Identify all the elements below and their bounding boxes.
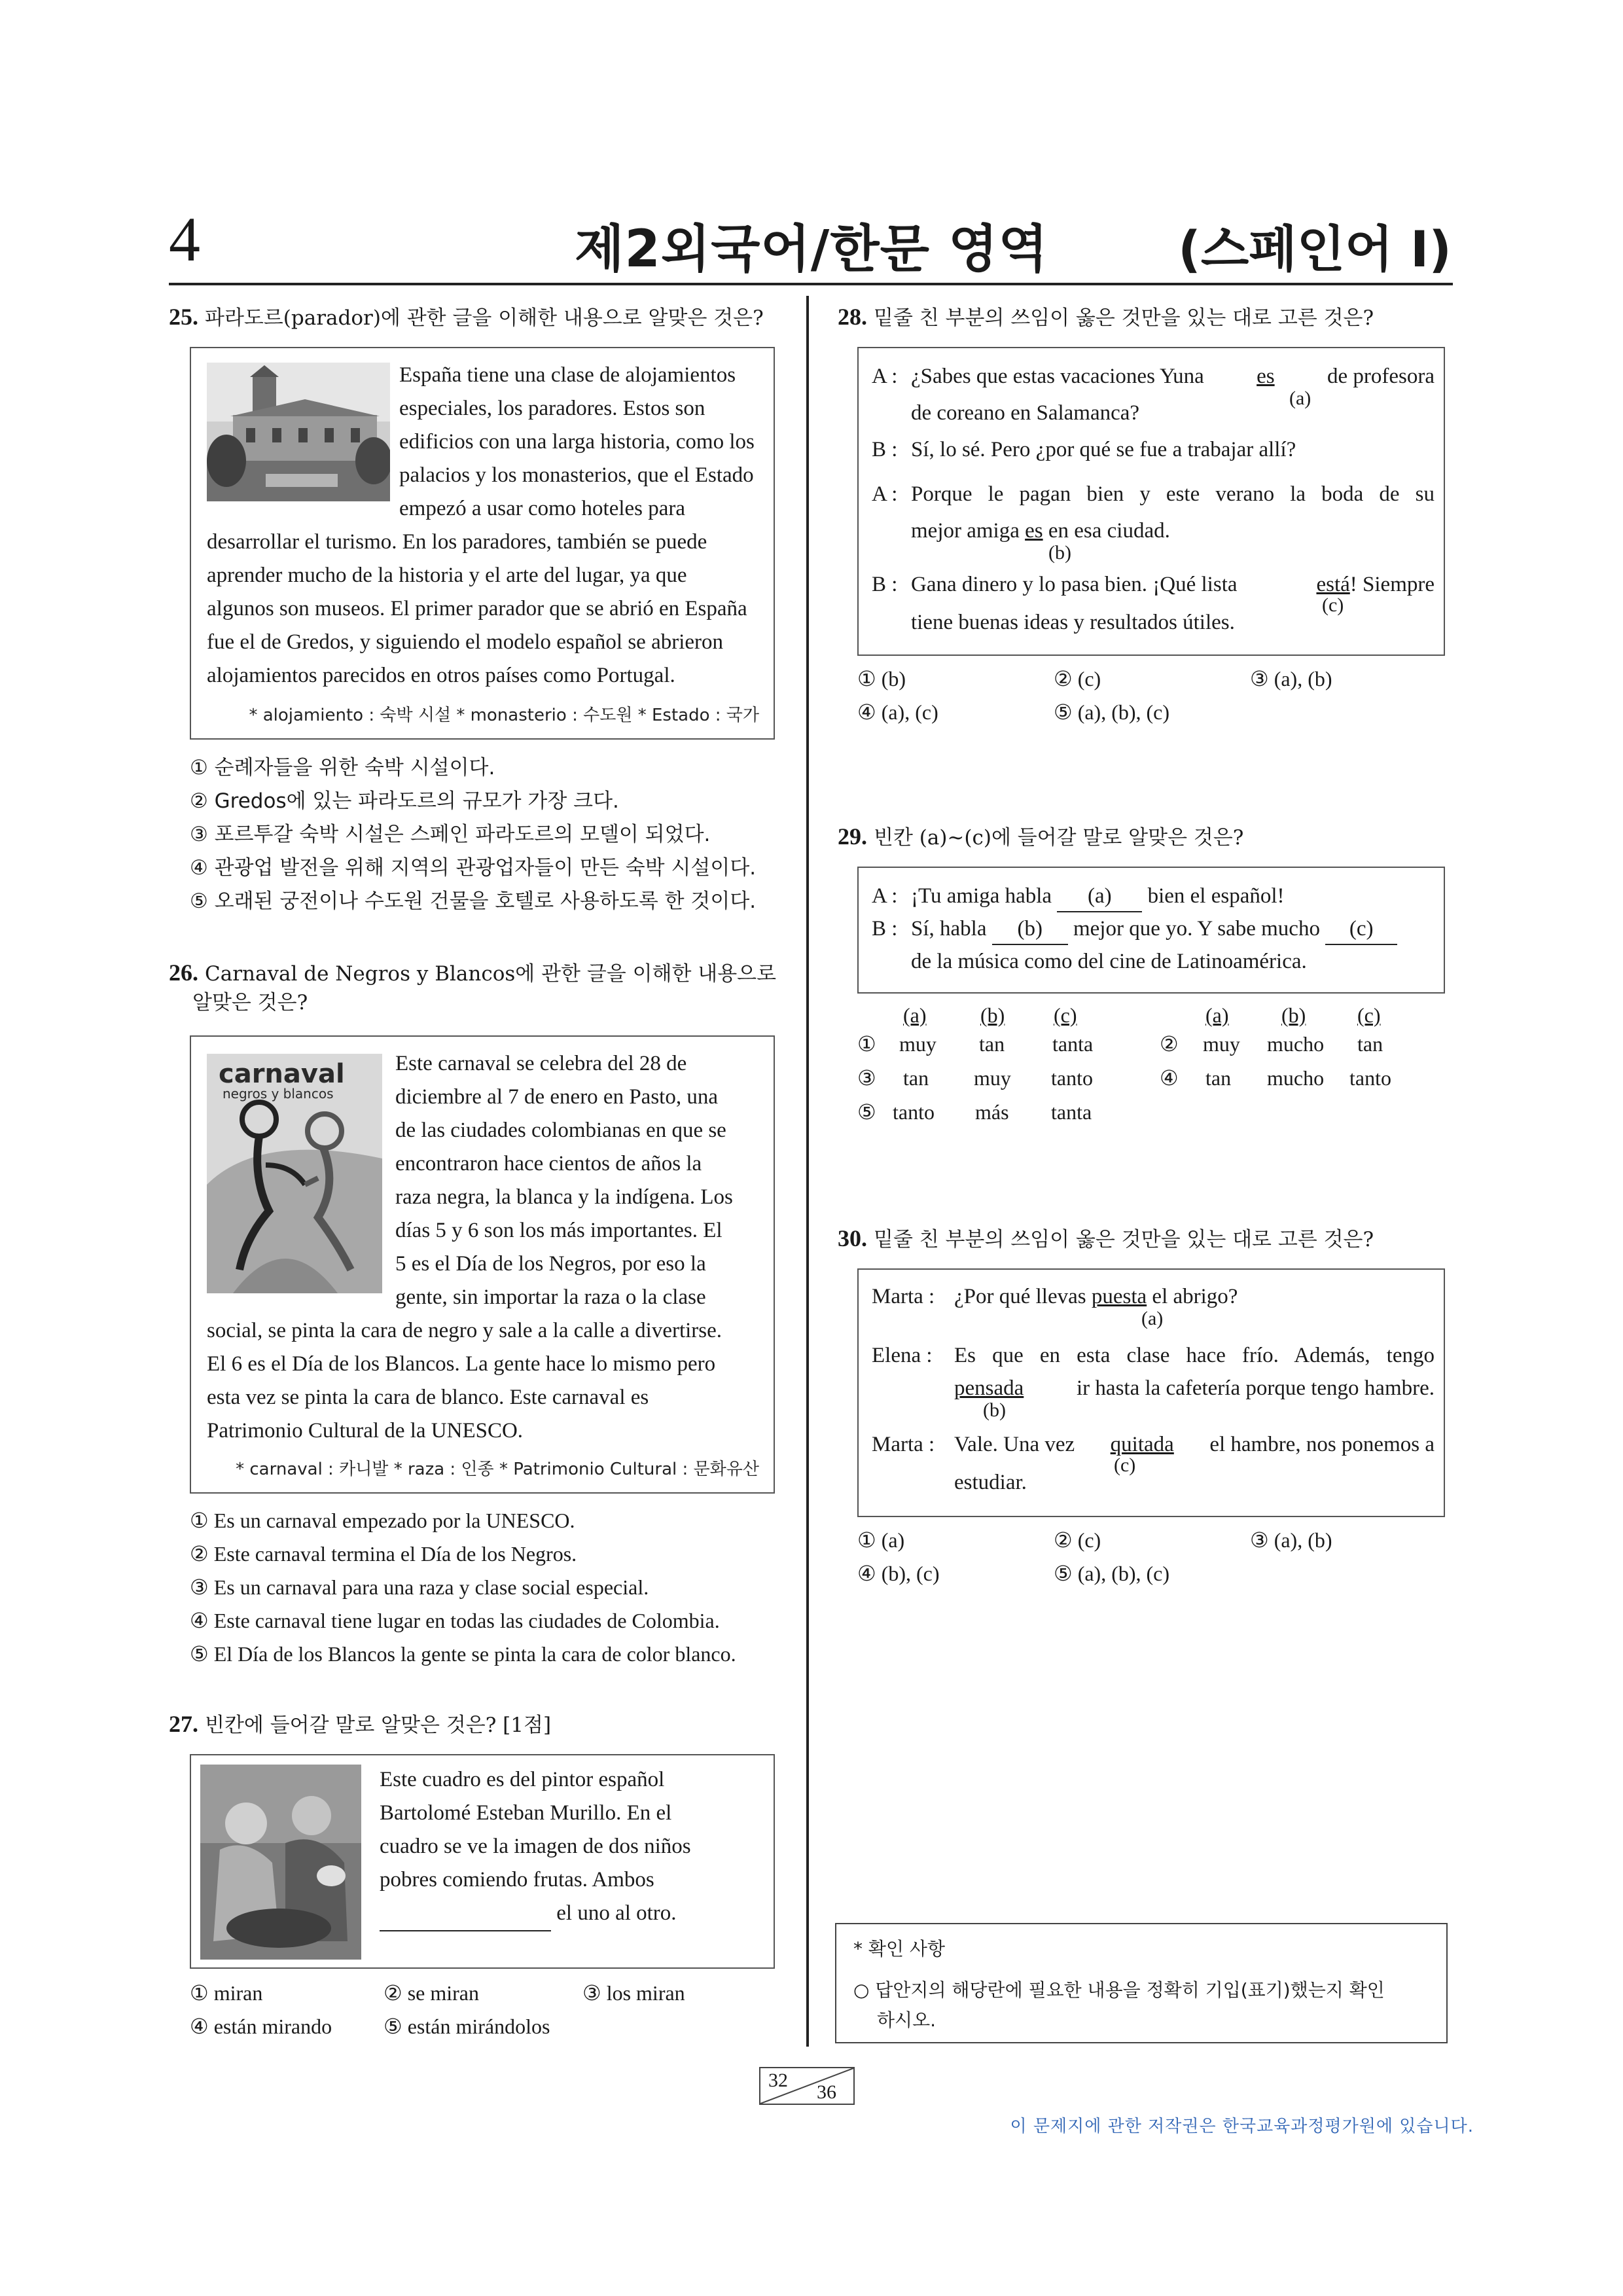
passage-line: palacios y los monasterios, que el Estado bbox=[399, 463, 754, 487]
q27-number: 27. bbox=[169, 1711, 198, 1737]
text: Vale. Una vez bbox=[954, 1433, 1075, 1456]
q28-line-3: Sí, lo sé. Pero ¿por qué se fue a trabajar allí? bbox=[911, 438, 1296, 461]
notice-box bbox=[835, 1923, 1448, 2043]
q27-passage-box bbox=[190, 1754, 775, 1969]
blank-a: (a) bbox=[1057, 881, 1142, 912]
table-cell: tan bbox=[979, 1032, 1005, 1056]
passage-line: el uno al otro. bbox=[556, 1901, 677, 1925]
q30-options bbox=[857, 1524, 1446, 1590]
text: Gana dinero y lo pasa bien. ¡Qué lista bbox=[911, 573, 1238, 596]
q26-prompt: Carnaval de Negros y Blancos에 관한 글을 이해한 내용으로 bbox=[205, 962, 777, 986]
q28-dialogue bbox=[872, 361, 1435, 649]
q25-option-1[interactable]: ① 순례자들을 위한 숙박 시설이다. bbox=[190, 756, 495, 780]
col-header-c: (c) bbox=[1054, 1003, 1077, 1027]
table-cell: tanta bbox=[1051, 1100, 1092, 1124]
page-counter bbox=[759, 2067, 855, 2105]
q29-number: 29. bbox=[838, 823, 867, 850]
current-page: 32 bbox=[768, 2070, 788, 2091]
q26-prompt-cont: 알맞은 것은? bbox=[192, 991, 308, 1014]
passage-line: esta vez se pinta la cara de blanco. Este carnaval es bbox=[207, 1386, 649, 1409]
q30-number: 30. bbox=[838, 1225, 867, 1251]
passage-line: cuadro se ve la imagen de dos niños bbox=[380, 1835, 691, 1858]
q27-option-1[interactable]: ① miran bbox=[190, 1981, 263, 2005]
table-cell: más bbox=[975, 1100, 1009, 1124]
page-number: 4 bbox=[169, 204, 200, 274]
q29-prompt: 빈칸 (a)~(c)에 들어갈 말로 알맞은 것은? bbox=[874, 826, 1244, 850]
poster-title: carnaval bbox=[219, 1059, 345, 1089]
q28-line-4: Porque le pagan bien y este verano la boda de su bbox=[911, 482, 1435, 506]
text: bien el español! bbox=[1147, 884, 1285, 908]
q28-option-3[interactable]: ③ (a), (b) bbox=[1250, 667, 1332, 691]
q27-prompt: 빈칸에 들어갈 말로 알맞은 것은? [1점] bbox=[205, 1713, 552, 1737]
copyright-notice: 이 문제지에 관한 저작권은 한국교육과정평가원에 있습니다. bbox=[1010, 2117, 1474, 2136]
q30-line-5: estudiar. bbox=[954, 1471, 1027, 1494]
underlined-b: es bbox=[1025, 519, 1043, 543]
notice-line-1: ○ 답안지의 해당란에 필요한 내용을 정확히 기입(표기)했는지 확인 bbox=[853, 1979, 1385, 2001]
q28-options bbox=[857, 662, 1446, 729]
total-pages: 36 bbox=[817, 2081, 836, 2103]
speaker-b: B : bbox=[872, 438, 898, 461]
q30-dialogue-box bbox=[857, 1268, 1445, 1517]
text: el hambre, nos ponemos a bbox=[1209, 1433, 1435, 1456]
notice-line-2: 하시오. bbox=[877, 2009, 936, 2031]
tag-a: (a) bbox=[1141, 1308, 1164, 1329]
q25-option-5[interactable]: ⑤ 오래된 궁전이나 수도원 건물을 호텔로 사용하도록 한 것이다. bbox=[190, 889, 757, 913]
table-cell: tan bbox=[1357, 1032, 1383, 1056]
header-rule bbox=[169, 283, 1453, 285]
passage-line: días 5 y 6 son los más importantes. El bbox=[395, 1219, 722, 1242]
q26-options bbox=[190, 1504, 798, 1671]
underlined-c: quitada bbox=[1110, 1433, 1174, 1456]
col-header-a: (a) bbox=[1205, 1003, 1229, 1027]
column-divider bbox=[806, 296, 809, 2047]
text: en esa ciudad. bbox=[1048, 519, 1170, 543]
notice-title: * 확인 사항 bbox=[853, 1938, 945, 1960]
q30-option-1[interactable]: ① (a) bbox=[857, 1528, 905, 1552]
q28-line-5 bbox=[911, 516, 1170, 546]
passage-line: de las ciudades colombianas en que se bbox=[395, 1119, 726, 1142]
q30-heading bbox=[838, 1224, 1374, 1254]
passage-line: raza negra, la blanca y la indígena. Los bbox=[395, 1185, 733, 1209]
q26-option-1[interactable]: ① Es un carnaval empezado por la UNESCO. bbox=[190, 1509, 575, 1532]
table-cell: mucho bbox=[1267, 1032, 1325, 1056]
q30-line-2: Es que en esta clase hace frío. Además, tengo bbox=[954, 1344, 1435, 1367]
table-cell: tanta bbox=[1052, 1032, 1094, 1056]
underlined-a: puesta bbox=[1091, 1285, 1147, 1308]
text: ¡Tu amiga habla bbox=[911, 884, 1052, 908]
table-cell: tanto bbox=[1349, 1066, 1391, 1090]
q29-line-3: de la música como del cine de Latinoamérica. bbox=[911, 950, 1307, 973]
passage-line: desarrollar el turismo. En los paradores, también se puede bbox=[207, 530, 707, 554]
q25-prompt: 파라도르(parador)에 관한 글을 이해한 내용으로 알맞은 것은? bbox=[205, 306, 764, 330]
q29-dialogue-box bbox=[857, 867, 1445, 994]
q28-heading bbox=[838, 302, 1374, 332]
passage-line: Patrimonio Cultural de la UNESCO. bbox=[207, 1419, 524, 1443]
passage-line: Este cuadro es del pintor español bbox=[380, 1768, 665, 1791]
q29-dialogue bbox=[872, 881, 1435, 986]
q29-option-5[interactable]: ⑤ bbox=[857, 1100, 876, 1124]
text: mejor amiga bbox=[911, 519, 1020, 543]
q28-dialogue-box bbox=[857, 347, 1445, 656]
speaker-a: A : bbox=[872, 365, 898, 388]
text: el abrigo? bbox=[1152, 1285, 1238, 1308]
passage-line: algunos son museos. El primer parador que se abrió en España bbox=[207, 597, 747, 620]
table-cell: muy bbox=[1203, 1032, 1240, 1056]
text: ¿Sabes que estas vacaciones Yuna bbox=[911, 365, 1204, 388]
speaker-b: B : bbox=[872, 917, 898, 941]
passage-line: edificios con una larga historia, como los bbox=[399, 430, 755, 454]
table-cell: mucho bbox=[1267, 1066, 1325, 1090]
passage-line: Bartolomé Esteban Murillo. En el bbox=[380, 1801, 672, 1825]
q27-blank bbox=[380, 1897, 551, 1931]
section-title: 제2외국어/한문 영역 bbox=[575, 220, 1048, 279]
passage-line: encontraron hace cientos de años la bbox=[395, 1152, 702, 1175]
passage-line: empezó a usar como hoteles para bbox=[399, 497, 686, 520]
text: ¿Por qué llevas bbox=[954, 1285, 1086, 1308]
tag-a: (a) bbox=[1289, 387, 1311, 409]
blank-c: (c) bbox=[1325, 914, 1397, 945]
speaker-elena: Elena : bbox=[872, 1344, 933, 1367]
carnaval-poster bbox=[207, 1054, 382, 1293]
passage-line: El 6 es el Día de los Blancos. La gente hace lo mismo pero bbox=[207, 1352, 716, 1376]
q29-options-table bbox=[857, 999, 1446, 1130]
q28-line-6 bbox=[911, 569, 1435, 600]
passage-line: especiales, los paradores. Estos son bbox=[399, 397, 705, 420]
q27-heading bbox=[169, 1710, 551, 1740]
blank-b: (b) bbox=[992, 914, 1068, 945]
q25-passage-top bbox=[399, 359, 759, 526]
q26-option-5[interactable]: ⑤ El Día de los Blancos la gente se pinta la cara de color blanco. bbox=[190, 1642, 736, 1666]
q28-option-1[interactable]: ① (b) bbox=[857, 667, 906, 691]
text: de profesora bbox=[1327, 365, 1435, 388]
speaker-marta: Marta : bbox=[872, 1285, 935, 1308]
table-cell: tan bbox=[1205, 1066, 1232, 1090]
q30-option-2[interactable]: ② (c) bbox=[1054, 1528, 1101, 1552]
q30-option-3[interactable]: ③ (a), (b) bbox=[1250, 1528, 1332, 1552]
q28-option-4[interactable]: ④ (a), (c) bbox=[857, 700, 938, 724]
q25-option-3[interactable]: ③ 포르투갈 숙박 시설은 스페인 파라도르의 모델이 되었다. bbox=[190, 823, 711, 846]
table-cell: tanto bbox=[1051, 1066, 1093, 1090]
tag-c: (c) bbox=[1322, 594, 1344, 616]
q30-option-5[interactable]: ⑤ (a), (b), (c) bbox=[1054, 1562, 1170, 1585]
q28-number: 28. bbox=[838, 304, 867, 330]
q28-line-7: tiene buenas ideas y resultados útiles. bbox=[911, 611, 1235, 634]
speaker-b: B : bbox=[872, 573, 898, 596]
tag-c: (c) bbox=[1114, 1454, 1136, 1476]
passage-line: pobres comiendo frutas. Ambos bbox=[380, 1868, 654, 1892]
q28-line-1 bbox=[911, 361, 1435, 391]
q26-gloss: * carnaval : 카니발 * raza : 인종 * Patrimonio Cultural : 문화유산 bbox=[236, 1460, 759, 1479]
passage-line: social, se pinta la cara de negro y sale a la calle a divertirse. bbox=[207, 1319, 722, 1342]
q25-option-4[interactable]: ④ 관광업 발전을 위해 지역의 관광업자들이 만든 숙박 시설이다. bbox=[190, 856, 757, 880]
murillo-painting bbox=[200, 1765, 361, 1960]
tag-b: (b) bbox=[1048, 542, 1071, 564]
q26-option-2[interactable]: ② Este carnaval termina el Día de los Negros. bbox=[190, 1542, 577, 1566]
q28-option-2[interactable]: ② (c) bbox=[1054, 667, 1101, 691]
q27-option-3[interactable]: ③ los miran bbox=[582, 1981, 685, 2005]
passage-line: Este carnaval se celebra del 28 de bbox=[395, 1052, 687, 1075]
q26-passage-box bbox=[190, 1035, 775, 1494]
q30-dialogue bbox=[872, 1282, 1435, 1511]
q26-option-3[interactable]: ③ Es un carnaval para una raza y clase social especial. bbox=[190, 1575, 649, 1599]
tag-b: (b) bbox=[983, 1399, 1006, 1421]
q29-option-4[interactable]: ④ bbox=[1160, 1066, 1179, 1090]
q25-options bbox=[190, 751, 798, 918]
q25-passage-bottom bbox=[207, 526, 759, 692]
text: ir hasta la cafetería porque tengo hambre. bbox=[1077, 1376, 1435, 1400]
speaker-a: A : bbox=[872, 884, 898, 908]
q25-heading bbox=[169, 302, 764, 332]
underlined-c: está bbox=[1316, 573, 1350, 596]
q29-option-1[interactable]: ① bbox=[857, 1032, 876, 1056]
q25-gloss: * alojamiento : 숙박 시설 * monasterio : 수도원 * Estado : 국가 bbox=[249, 706, 759, 725]
parador-photo bbox=[207, 363, 390, 501]
col-header-a: (a) bbox=[903, 1003, 927, 1027]
text: mejor que yo. Y sabe mucho bbox=[1073, 917, 1320, 941]
passage-line: gente, sin importar la raza o la clase bbox=[395, 1285, 706, 1309]
passage-line: alojamientos parecidos en otros países como Portugal. bbox=[207, 664, 675, 687]
table-cell: muy bbox=[974, 1066, 1011, 1090]
q30-line-3 bbox=[954, 1373, 1435, 1403]
text: Sí, habla bbox=[911, 917, 987, 941]
q27-option-5[interactable]: ⑤ están mirándolos bbox=[383, 2015, 550, 2038]
q30-option-4[interactable]: ④ (b), (c) bbox=[857, 1562, 940, 1585]
speaker-marta: Marta : bbox=[872, 1433, 935, 1456]
q27-option-2[interactable]: ② se miran bbox=[383, 1981, 479, 2005]
table-cell: tan bbox=[903, 1066, 929, 1090]
col-header-c: (c) bbox=[1357, 1003, 1381, 1027]
passage-line: diciembre al 7 de enero en Pasto, una bbox=[395, 1085, 718, 1109]
q26-number: 26. bbox=[169, 960, 198, 986]
q30-line-1 bbox=[954, 1282, 1238, 1312]
q29-line-2 bbox=[911, 914, 1397, 945]
q27-options bbox=[190, 1977, 798, 2043]
passage-line: 5 es el Día de los Negros, por eso la bbox=[395, 1252, 706, 1276]
q26-passage-bottom bbox=[207, 1314, 759, 1448]
q26-option-4[interactable]: ④ Este carnaval tiene lugar en todas las ciudades de Colombia. bbox=[190, 1609, 720, 1632]
q30-line-4 bbox=[954, 1429, 1435, 1460]
passage-line: aprender mucho de la historia y el arte del lugar, ya que bbox=[207, 564, 687, 587]
q30-prompt: 밑줄 친 부분의 쓰임이 옳은 것만을 있는 대로 고른 것은? bbox=[874, 1228, 1374, 1251]
q25-number: 25. bbox=[169, 304, 198, 330]
q29-heading bbox=[838, 822, 1243, 852]
underlined-b: pensada bbox=[954, 1376, 1024, 1400]
table-cell: muy bbox=[899, 1032, 936, 1056]
speaker-a: A : bbox=[872, 482, 898, 506]
col-header-b: (b) bbox=[980, 1003, 1005, 1027]
q28-option-5[interactable]: ⑤ (a), (b), (c) bbox=[1054, 700, 1170, 724]
q27-option-4[interactable]: ④ están mirando bbox=[190, 2015, 332, 2038]
passage-line: fue el de Gredos, y siguiendo el modelo español se abrieron bbox=[207, 630, 724, 654]
q29-option-2[interactable]: ② bbox=[1160, 1032, 1179, 1056]
q26-heading bbox=[169, 958, 797, 1017]
q29-option-3[interactable]: ③ bbox=[857, 1066, 876, 1090]
q27-passage bbox=[380, 1763, 759, 1931]
q25-passage-box bbox=[190, 347, 775, 740]
poster-subtitle: negros y blancos bbox=[223, 1086, 334, 1102]
q28-prompt: 밑줄 친 부분의 쓰임이 옳은 것만을 있는 대로 고른 것은? bbox=[874, 306, 1374, 330]
q28-line-2: de coreano en Salamanca? bbox=[911, 401, 1140, 425]
q29-line-1 bbox=[911, 881, 1285, 912]
q25-option-2[interactable]: ② Gredos에 있는 파라도르의 규모가 가장 크다. bbox=[190, 789, 619, 813]
underlined-a: es bbox=[1257, 365, 1275, 388]
text: ! Siempre bbox=[1349, 573, 1435, 596]
table-cell: tanto bbox=[893, 1100, 935, 1124]
q26-passage-top bbox=[395, 1047, 759, 1314]
subject-title: (스페인어 Ⅰ) bbox=[1178, 220, 1452, 278]
col-header-b: (b) bbox=[1281, 1003, 1306, 1027]
passage-line: España tiene una clase de alojamientos bbox=[399, 363, 736, 387]
